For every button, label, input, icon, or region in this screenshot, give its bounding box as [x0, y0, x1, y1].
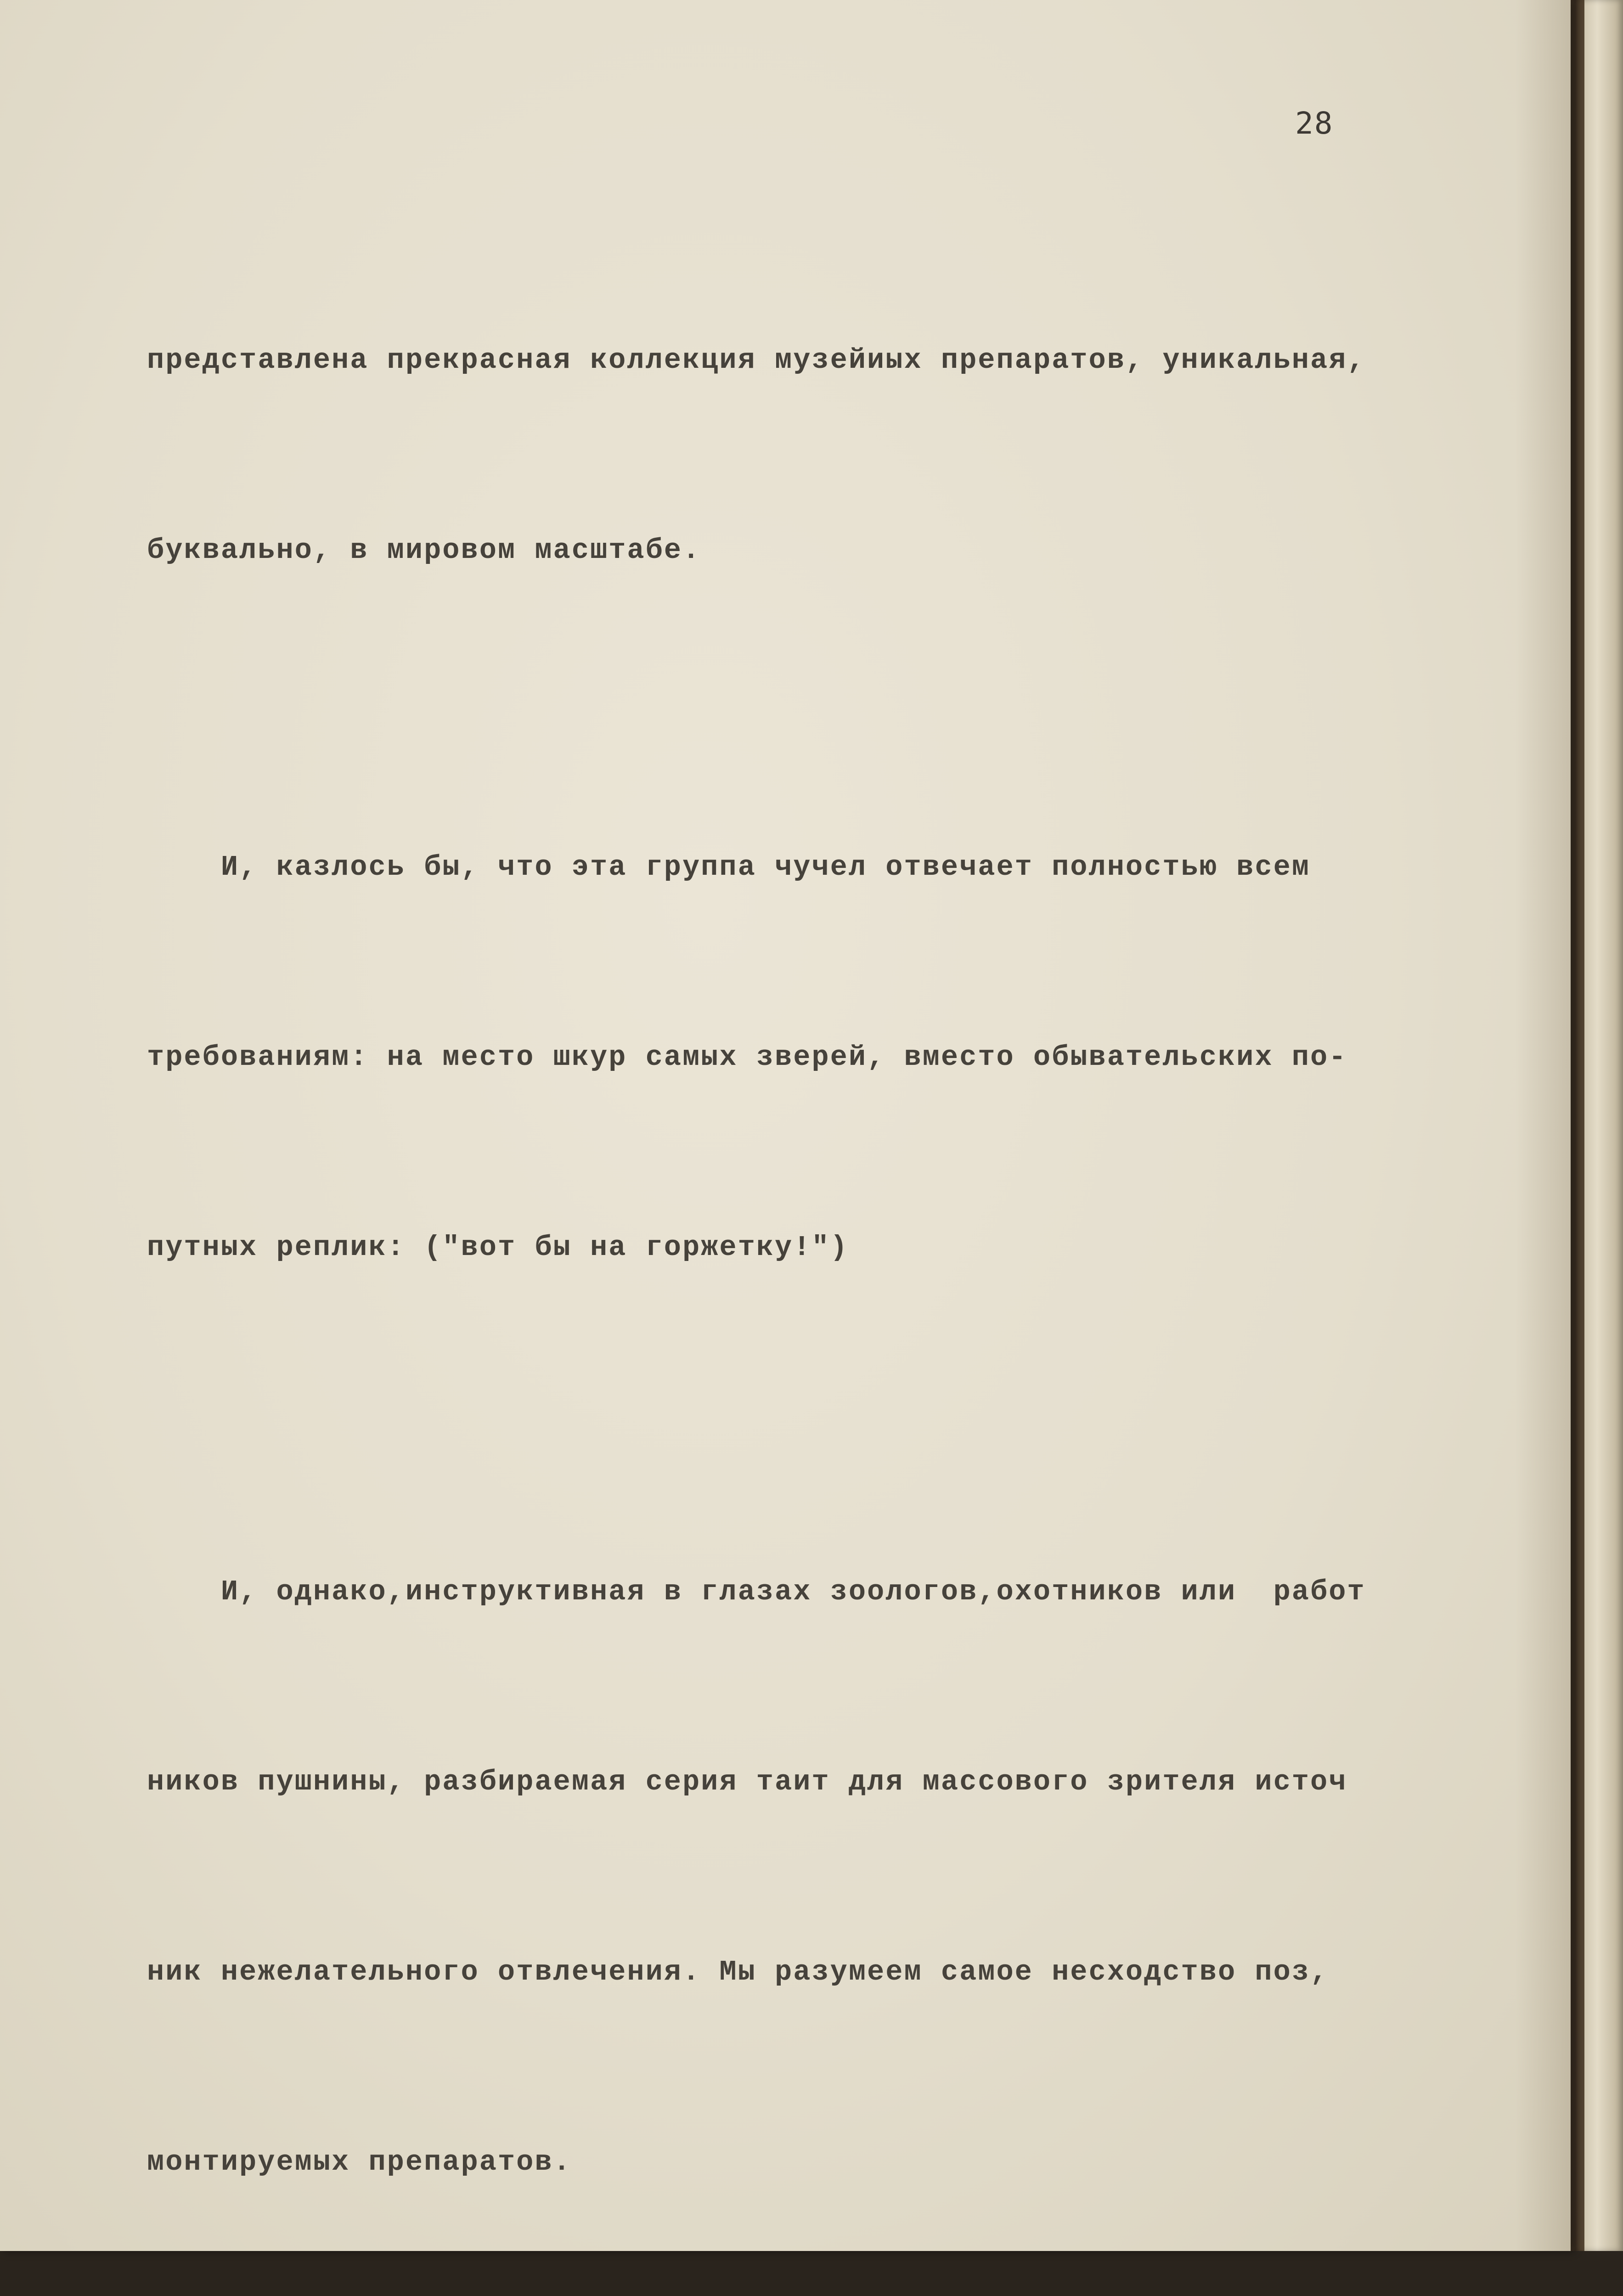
- page-body: [147, 202, 1543, 2296]
- text-line: буквально, в мировом масштабе.: [147, 534, 701, 567]
- text-line: представлена прекрасная коллекция музейиых препаратов, уникальная,: [147, 344, 1366, 377]
- paragraph: [147, 709, 1543, 1406]
- text-line: ников пушнины, разбираемая серия таит для массового зрителя источ: [147, 1766, 1347, 1798]
- text-line: И, казлось бы, что эта группа чучел отвечает полностью всем: [147, 851, 1310, 884]
- page-number: 28: [1295, 106, 1334, 141]
- text-line: требованиям: на место шкур самых зверей, вместо обывательских по-: [147, 1041, 1347, 1074]
- paragraph: [147, 1434, 1543, 2296]
- paragraph-gap: [147, 1406, 1543, 1434]
- text-line: монтируемых препаратов.: [147, 2146, 572, 2178]
- text-line: ник нежелательного отвлечения. Мы разумеем самое несходство поз,: [147, 1956, 1329, 1988]
- stacked-sheets-edge: [1580, 0, 1623, 2251]
- paragraph: [147, 202, 1543, 709]
- text-line: И, однако,инструктивная в глазах зоологов,охотников или работ: [147, 1576, 1366, 1608]
- page-edge-shadow: [1516, 0, 1571, 2251]
- text-line: путных реплик: ("вот бы на горжетку!"): [147, 1231, 849, 1264]
